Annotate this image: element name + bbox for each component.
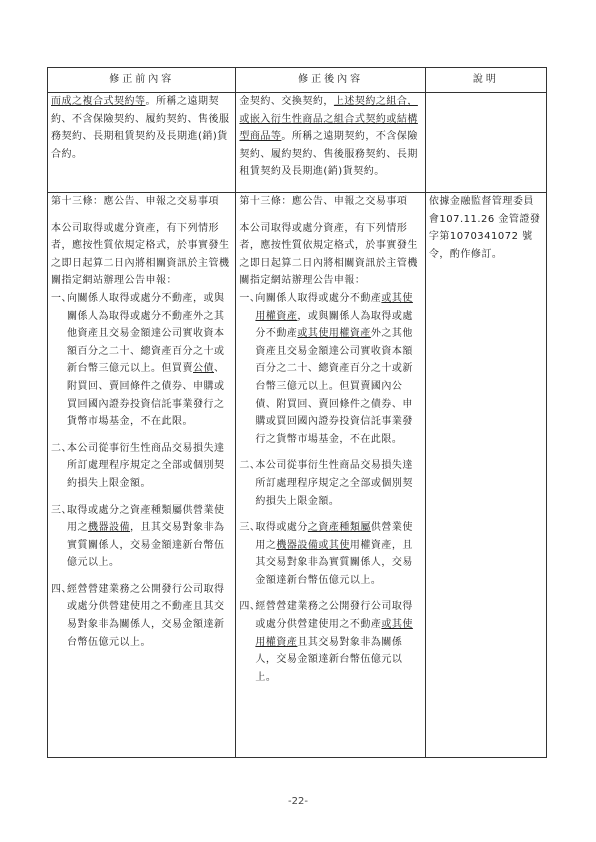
row1-new-text (239, 93, 421, 181)
list-item-text (67, 440, 232, 493)
new-article-title: 第十三條：應公告、申報之交易事項 (239, 196, 408, 207)
list-item-text (67, 502, 232, 572)
table-row (48, 193, 547, 758)
list-item-number: 三、 (51, 504, 72, 516)
item-amended-text: 機器設備 (88, 522, 130, 534)
item-text: 經營營建業務之公開發行公司取得或處分供營建使用之不動產且其交易對象非為關係人，交易金額達新台幣伍億元以上。 (67, 583, 225, 648)
item-text: 供營業使用之 (255, 522, 413, 551)
item-text: 且其交易對象非為關係人，交易金額達新台幣伍億元以上。 (255, 636, 403, 683)
new-article-intro: 本公司取得或處分資產，有下列情形者，應按性質依規定格式，於事實發生之即日起算二日內將相關資訊於主管機關指定網站辦理公告申報： (239, 222, 418, 287)
list-item-text (255, 457, 421, 510)
row1-old-cell (48, 93, 236, 193)
row1-new-cell (236, 93, 425, 193)
row1-old-text (51, 93, 232, 163)
row1-note-cell (425, 93, 546, 193)
item-text: 本公司從事衍生性商品交易損失達所訂處理程序規定之全部或個別契約損失上限金額。 (67, 442, 225, 489)
item-text: 用權資產，且其交易對象非為實質關係人，交易金額達新台幣伍億元以上。 (255, 539, 413, 586)
segment-amended-text: 而成之複合式契約等 (51, 96, 146, 107)
item-amended-text: 之資產種類屬 (307, 522, 371, 534)
list-item-number: 一、 (239, 292, 261, 304)
list-item-text (255, 598, 421, 686)
list-item (239, 290, 421, 448)
old-article-intro: 本公司取得或處分資產，有下列情形者，應按性質依規定格式，於事實發生之即日起算二日內將相關資訊於主管機關指定網站辦理公告申報： (51, 222, 230, 287)
segment-amended-text: 上述契約之組合，或嵌入衍生性商品之組合式契約或結構型商品等 (239, 96, 418, 143)
item-text: 、附買回、賣回條件之債券、申購或買回國內證券投資信託事業發行之貨幣市場基金，不在此限。 (67, 363, 225, 428)
segment-text: 金契約、交換契約， (239, 96, 334, 107)
segment-text: 。所稱之遠期契約，不含保險契約、履約契約、售後服務契約、長期租賃契約及長期進(銷)貨契約。 (239, 131, 418, 178)
item-text: 向關係人取得或處分不動產，或與關係人為取得或處分不動產外之其他資產且交易金額達公司實收資本額百分之二十、總資產百分之十或新台幣三億元以上。但買賣 (67, 292, 225, 375)
list-item-text (67, 290, 232, 431)
item-text: ，或與關係人為取得或處分不動產 (255, 310, 413, 340)
list-item-number: 二、 (239, 460, 261, 472)
item-amended-text: 機器設備或其使 (276, 539, 350, 551)
amendment-note: 依據金融監督管理委員會107.11.26 金管證發字第1070341072 號令，酌作修訂。 (428, 196, 541, 260)
old-article-title: 第十三條：應公告、申報之交易事項 (51, 196, 219, 207)
list-item (51, 440, 232, 493)
list-item-number: 三、 (239, 522, 261, 534)
old-items-list (51, 290, 232, 651)
list-item (239, 598, 421, 686)
list-item-text (67, 581, 232, 651)
list-item (51, 581, 232, 651)
list-item-number: 一、 (51, 292, 72, 304)
new-items-list (239, 290, 421, 686)
item-text: 外之其他資產且交易金額達公司實收資本額百分之二十、總資產百分之十或新台幣三億元以上。但買賣國內公債、附買回、賣回條件之債券、申購或買回國內證券投資信託事業發行之貨幣市場基金，不在此限。 (255, 328, 413, 445)
row2-note-cell (425, 193, 546, 758)
item-text: 取得或處分之資產種類屬供營業使用之 (67, 504, 225, 534)
list-item (239, 457, 421, 510)
row2-new-cell (236, 193, 425, 758)
segment-text: 。所稱之遠期契約、不含保險契約、履約契約、售後服務契約、長期租賃契約及長期進(銷)貨合約。 (51, 96, 230, 160)
row2-old-cell (48, 193, 236, 758)
item-amended-text: 公債 (193, 363, 214, 375)
item-text: 本公司從事衍生性商品交易損失達所訂處理程序規定之全部或個別契約損失上限金額。 (255, 460, 413, 507)
list-item-number: 四、 (239, 601, 261, 613)
list-item-text (255, 290, 421, 448)
header-new-content: 修正後內容 (236, 68, 425, 93)
item-amended-text: 或其使用權資產 (297, 328, 371, 340)
list-item-number: 二、 (51, 442, 72, 454)
list-item (239, 519, 421, 589)
item-text: 取得或處分 (255, 522, 308, 534)
header-old-content: 修正前內容 (48, 68, 236, 93)
item-text: 向關係人取得或處分不動產 (255, 292, 382, 304)
header-explanation: 說明 (425, 68, 546, 93)
page-number: -22- (288, 796, 308, 807)
list-item (51, 290, 232, 431)
item-amended-text: 或其使用權資產 (255, 292, 413, 322)
item-amended-text: 或其使用權資產 (255, 619, 413, 648)
table-row (48, 93, 547, 193)
list-item-number: 四、 (51, 583, 72, 595)
list-item (51, 502, 232, 572)
header-row (48, 68, 547, 93)
list-item-text (255, 519, 421, 589)
item-text: ，且其交易對象非為實質關係人，交易金額達新台幣伍億元以上。 (67, 522, 225, 569)
amendment-comparison-table (47, 67, 547, 758)
item-text: 經營營建業務之公開發行公司取得或處分供營建使用之不動產 (255, 601, 413, 631)
